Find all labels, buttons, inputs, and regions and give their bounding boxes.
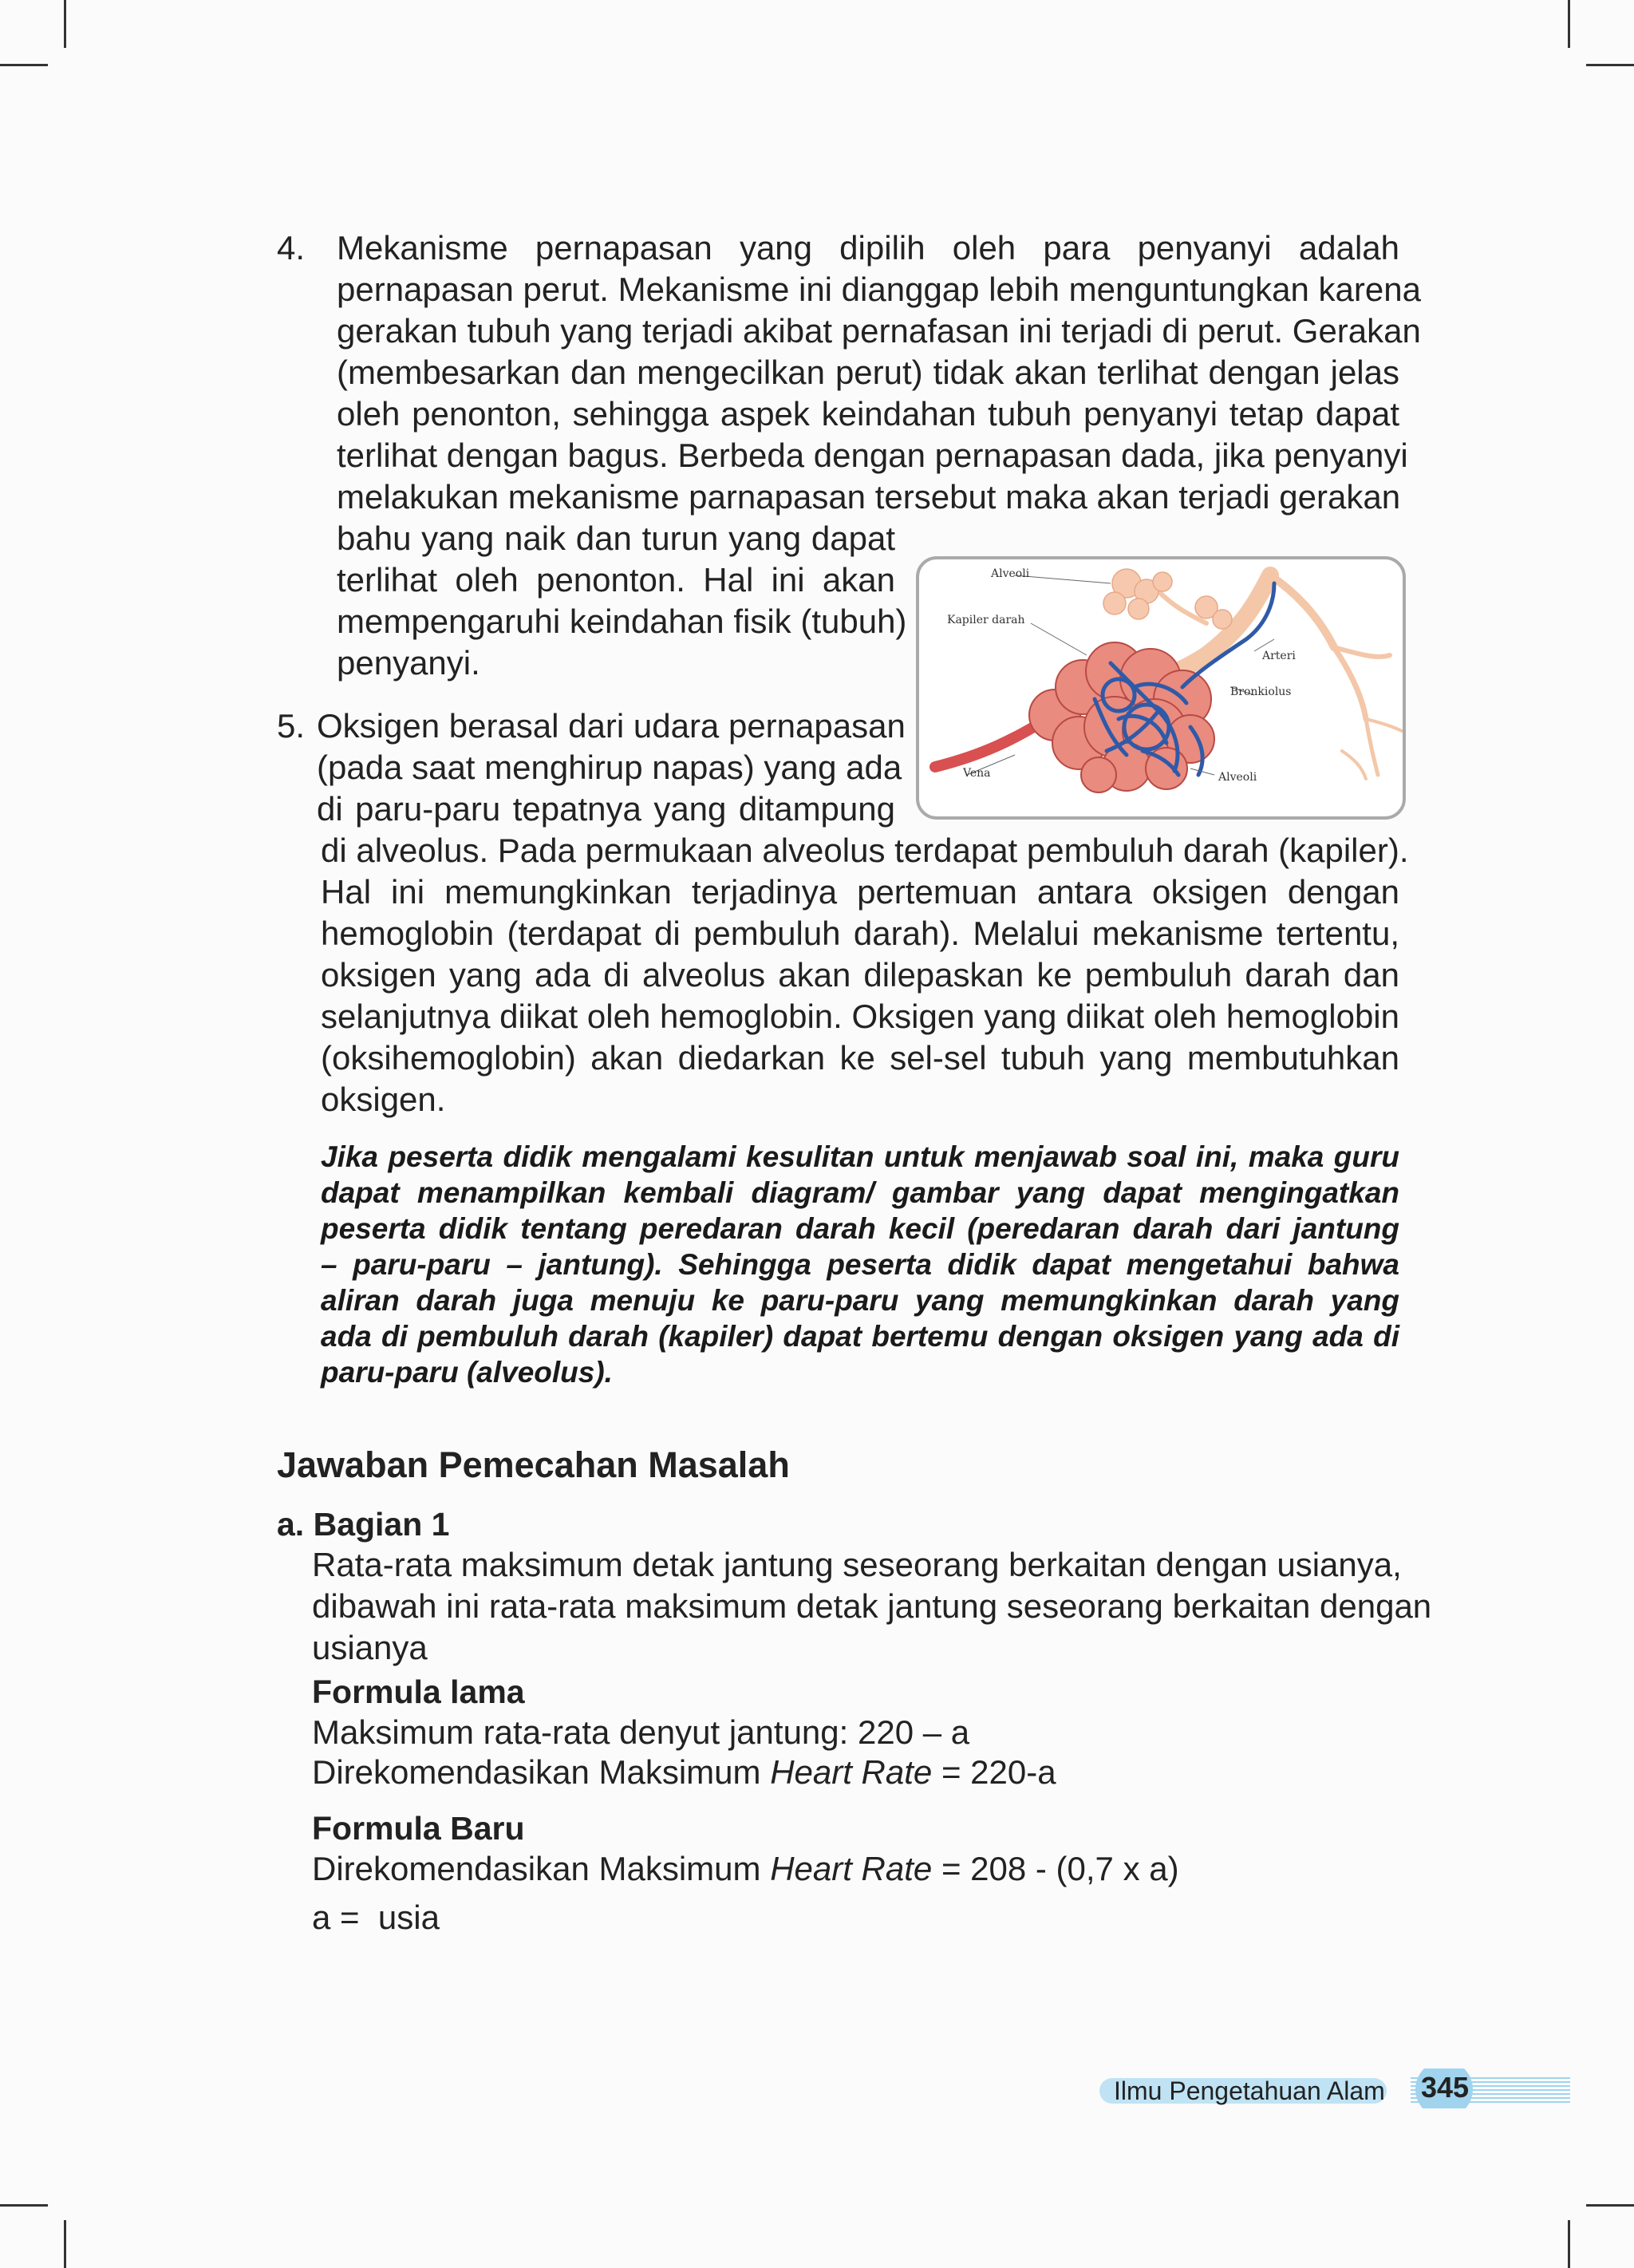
note-line: peserta didik tentang peredaran darah kecil (peredaran darah dari jantung — [321, 1212, 1399, 1245]
text-line: oksigen yang ada di alveolus akan dilepaskan ke pembuluh darah dan — [321, 956, 1399, 994]
text-line: penyanyi. — [337, 644, 480, 682]
formula-old-line1: Maksimum rata-rata denyut jantung: 220 – a — [312, 1713, 970, 1751]
crop-mark — [1586, 64, 1634, 66]
alveoli-illustration — [919, 559, 1403, 816]
part-label: a. Bagian 1 — [277, 1506, 450, 1543]
crop-mark — [0, 64, 48, 66]
text-line: selanjutnya diikat oleh hemoglobin. Oksigen yang diikat oleh hemoglobin — [321, 998, 1399, 1035]
label-arteri: Arteri — [1262, 650, 1296, 662]
note-line: paru-paru (alveolus). — [321, 1356, 613, 1389]
text-line: usianya — [312, 1629, 428, 1666]
text-line: (pada saat menghirup napas) yang ada — [317, 749, 902, 786]
label-bronkiolus: Bronkiolus — [1230, 686, 1292, 698]
item5-paragraph-narrow — [317, 705, 906, 830]
text-line: oleh penonton, sehingga aspek keindahan tubuh penyanyi tetap dapat — [337, 395, 1399, 433]
text-line: Rata-rata maksimum detak jantung seseorang berkaitan dengan usianya, — [312, 1546, 1402, 1583]
label-alveoli-bottom: Alveoli — [1218, 771, 1257, 784]
text-line: mempengaruhi keindahan fisik (tubuh) — [337, 603, 907, 640]
intro-paragraph — [312, 1544, 1432, 1669]
formula-text: Direkomendasikan Maksimum — [312, 1850, 771, 1887]
crop-mark — [0, 2204, 48, 2207]
section-title: Jawaban Pemecahan Masalah — [277, 1444, 790, 1485]
formula-text: Direkomendasikan Maksimum — [312, 1753, 771, 1791]
formula-text: = 208 - (0,7 x a) — [932, 1850, 1179, 1887]
note-line: ada di pembuluh darah (kapiler) dapat bertemu dengan oksigen yang ada di — [321, 1320, 1399, 1353]
note-line: dapat menampilkan kembali diagram/ gambar yang dapat mengingatkan — [321, 1176, 1399, 1209]
label-alveoli-top: Alveoli — [991, 567, 1030, 580]
note-line: Jika peserta didik mengalami kesulitan untuk menjawab soal ini, maka guru — [321, 1140, 1399, 1173]
note-line: – paru-paru – jantung). Sehingga peserta didik dapat mengetahui bahwa — [321, 1248, 1399, 1281]
crop-mark — [64, 0, 66, 48]
text-line: di alveolus. Pada permukaan alveolus terdapat pembuluh darah (kapiler). — [321, 832, 1409, 869]
label-kapiler: Kapiler darah — [947, 614, 1025, 626]
text-line: terlihat dengan bagus. Berbeda dengan pernapasan dada, jika penyanyi — [337, 437, 1408, 474]
note-line: aliran darah juga menuju ke paru-paru yang memungkinkan darah yang — [321, 1284, 1399, 1317]
formula-italic: Heart Rate — [770, 1753, 933, 1791]
formula-old-title: Formula lama — [312, 1673, 525, 1710]
text-line: Oksigen berasal dari udara pernapasan — [317, 707, 906, 745]
formula-new-line2: a = usia — [312, 1899, 440, 1936]
text-line: (membesarkan dan mengecilkan perut) tidak akan terlihat dengan jelas — [337, 354, 1399, 391]
item-number: 5. — [277, 707, 306, 745]
teacher-note — [321, 1139, 1399, 1390]
footer-subject: Ilmu Pengetahuan Alam — [1114, 2076, 1385, 2105]
text-line: hemoglobin (terdapat di pembuluh darah). Melalui mekanisme tertentu, — [321, 915, 1399, 952]
text-line: bahu yang naik dan turun yang dapat — [337, 520, 895, 557]
crop-mark — [1568, 0, 1570, 48]
crop-mark — [1568, 2220, 1570, 2268]
text-line: melakukan mekanisme parnapasan tersebut maka akan terjadi gerakan — [337, 478, 1401, 516]
item4-paragraph-narrow — [337, 518, 907, 684]
text-line: gerakan tubuh yang terjadi akibat pernafasan ini terjadi di perut. Gerakan — [337, 312, 1421, 350]
crop-mark — [64, 2220, 66, 2268]
label-vena: Vena — [963, 767, 991, 780]
text-line: di paru-paru tepatnya yang ditampung — [317, 790, 895, 828]
formula-new-line1 — [312, 1848, 1179, 1890]
text-line: (oksihemoglobin) akan diedarkan ke sel-sel tubuh yang membutuhkan — [321, 1039, 1399, 1077]
text-line: dibawah ini rata-rata maksimum detak jantung seseorang berkaitan dengan — [312, 1587, 1432, 1625]
text-line: terlihat oleh penonton. Hal ini akan — [337, 561, 895, 599]
text-line: pernapasan perut. Mekanisme ini dianggap lebih menguntungkan karena — [337, 271, 1421, 308]
formula-old-line2 — [312, 1752, 1056, 1793]
text-line: Mekanisme pernapasan yang dipilih oleh para penyanyi adalah — [337, 229, 1399, 267]
formula-italic: Heart Rate — [770, 1850, 933, 1887]
text-line: oksigen. — [321, 1081, 446, 1118]
item-number: 4. — [277, 229, 306, 267]
item5-paragraph-full — [321, 830, 1409, 1120]
crop-mark — [1586, 2204, 1634, 2207]
alveoli-figure — [916, 556, 1406, 820]
formula-text: = 220-a — [932, 1753, 1056, 1791]
formula-new-title: Formula Baru — [312, 1810, 525, 1847]
item4-paragraph-full — [337, 227, 1421, 518]
text-line: Hal ini memungkinkan terjadinya pertemuan antara oksigen dengan — [321, 873, 1399, 911]
page-number: 345 — [1420, 2071, 1470, 2104]
footer — [1099, 2068, 1570, 2108]
